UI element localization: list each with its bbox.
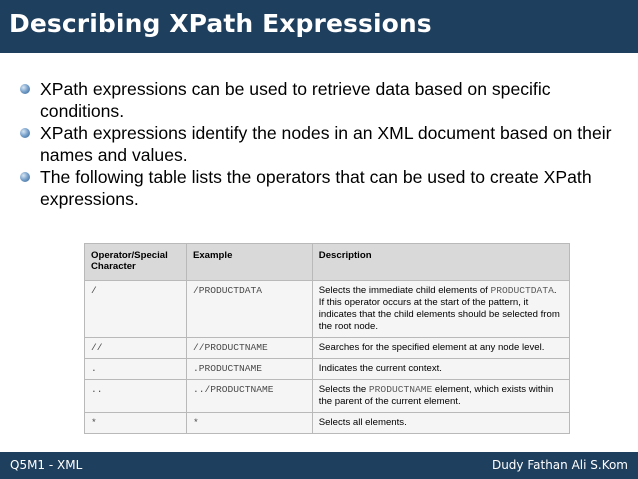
example-cell: .PRODUCTNAME — [186, 359, 312, 380]
operator-cell: * — [85, 413, 187, 434]
description-text: Selects all elements. — [318, 417, 407, 428]
bullet-list — [20, 78, 620, 210]
title-bar — [0, 0, 638, 53]
description-text: Selects the — [318, 384, 369, 395]
bullet-item — [20, 78, 620, 122]
description-cell — [312, 338, 569, 359]
table-header-row — [85, 244, 570, 281]
footer-author: Dudy Fathan Ali S.Kom — [491, 458, 628, 472]
description-text: Searches for the specified element at any node level. — [318, 342, 545, 353]
header-example: Example — [186, 244, 312, 281]
bullet-text: XPath expressions can be used to retrieve data based on specific conditions. — [40, 79, 551, 121]
description-cell — [312, 413, 569, 434]
description-code: PRODUCTNAME — [368, 384, 433, 395]
bullet-item — [20, 122, 620, 166]
bullet-item — [20, 166, 620, 210]
example-cell: /PRODUCTDATA — [186, 281, 312, 338]
operators-table — [84, 243, 570, 434]
header-description: Description — [312, 244, 569, 281]
description-cell — [312, 380, 569, 413]
bullet-text: The following table lists the operators that can be used to create XPath expressions. — [40, 167, 592, 209]
bullet-icon — [20, 172, 30, 182]
operator-cell: .. — [85, 380, 187, 413]
bullet-text: XPath expressions identify the nodes in an XML document based on their names and values. — [40, 123, 612, 165]
table-row — [85, 413, 570, 434]
table-row — [85, 338, 570, 359]
footer-course: Q5M1 - XML — [10, 458, 83, 472]
slide-title: Describing XPath Expressions — [9, 9, 432, 38]
example-cell: ../PRODUCTNAME — [186, 380, 312, 413]
footer-bar — [0, 452, 638, 479]
table-row — [85, 380, 570, 413]
operator-cell: / — [85, 281, 187, 338]
table-row — [85, 281, 570, 338]
description-code: PRODUCTDATA — [490, 285, 554, 296]
description-cell — [312, 281, 569, 338]
header-operator: Operator/Special Character — [85, 244, 187, 281]
description-cell — [312, 359, 569, 380]
description-text: Indicates the current context. — [318, 363, 442, 374]
bullet-icon — [20, 128, 30, 138]
example-cell: * — [186, 413, 312, 434]
description-text: Selects the immediate child elements of — [318, 285, 491, 296]
table-row — [85, 359, 570, 380]
example-cell: //PRODUCTNAME — [186, 338, 312, 359]
operator-cell: // — [85, 338, 187, 359]
description-text: element, which exists within the parent of the current element. — [318, 384, 554, 407]
operator-cell: . — [85, 359, 187, 380]
bullet-icon — [20, 84, 30, 94]
description-text: . If this operator occurs at the start of the pattern, it indicates that the child elements should be selected from the root node. — [318, 285, 560, 332]
